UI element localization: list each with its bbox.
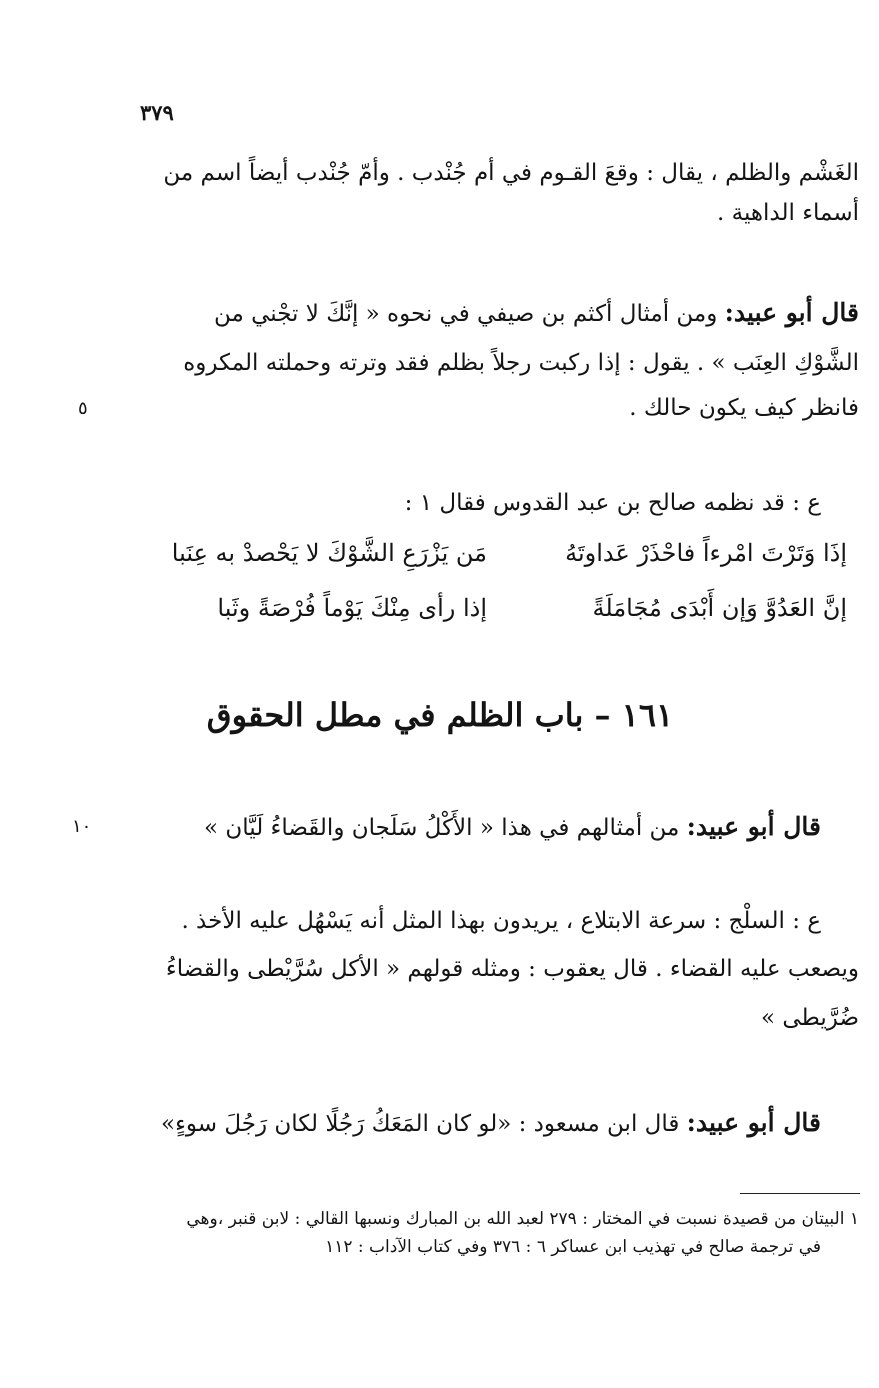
text-line: أسماء الداهية . <box>717 200 859 226</box>
speaker-label: قال أبو عبيد: <box>724 298 859 327</box>
text-line-with-label <box>121 804 821 851</box>
speaker-label: قال أبو عبيد: <box>686 1108 821 1137</box>
speaker-label: قال أبو عبيد: <box>686 812 821 841</box>
section-heading: ١٦١ – باب الظلم في مطل الحقوق <box>206 696 674 734</box>
text-line-with-label <box>121 1100 821 1147</box>
verse-first-hemistich: إنَّ العَدُوَّ وَإن أَبْدَى مُجَامَلَةً <box>592 594 847 622</box>
footnote-line: في ترجمة صالح في تهذيب ابن عساكر ٦ : ٣٧٦ وفي كتاب الآداب : ١١٢ <box>325 1237 821 1257</box>
verse-first-hemistich: إذَا وَتَرْتَ امْرءاً فاحْذَرْ عَداوتَهُ <box>565 539 847 567</box>
footnote-line: ١ البيتان من قصيدة نسبت في المختار : ٢٧٩ لعبد الله بن المبارك ونسبها القالي : لابن قنبر ،وهي <box>186 1209 859 1229</box>
text-line: ضُرَّيطى » <box>760 1005 859 1031</box>
line-number: ١٠ <box>72 816 92 837</box>
text-span: قال ابن مسعود : «لو كان المَعَكُ رَجُلًا لكان رَجُلَ سوءٍ» <box>161 1111 680 1137</box>
text-line: الغَشْم والظلم ، يقال : وقعَ القـوم في أم جُنْدب . وأمّ جُنْدب أيضاً اسم من <box>163 160 859 186</box>
text-line: ع : قد نظمه صالح بن عبد القدوس فقال ١ : <box>404 490 821 516</box>
footnote-rule <box>740 1193 860 1194</box>
verse-second-hemistich: مَن يَزْرَعِ الشَّوْكَ لا يَحْصدْ به عِنَبا <box>171 539 487 567</box>
page-number: ٣٧٩ <box>140 100 174 125</box>
text-line: فانظر كيف يكون حالك . <box>629 395 859 421</box>
text-line: ع : السلْج : سرعة الابتلاع ، يريدون بهذا المثل أنه يَسْهُل عليه الأخذ . <box>181 908 821 934</box>
verse-second-hemistich: إذا رأى مِنْكَ يَوْماً فُرْصَةً وثَبا <box>217 594 487 622</box>
text-line: الشَّوْكِ العِنَب » . يقول : إذا ركبت رجلاً بظلم فقد وترته وحملته المكروه <box>183 350 859 376</box>
text-line: ويصعب عليه القضاء . قال يعقوب : ومثله قولهم « الأكل سُرَّيْطى والقضاءُ <box>165 956 859 982</box>
text-span: ومن أمثال أكثم بن صيفي في نحوه « إنَّكَ لا تجْني من <box>213 301 718 327</box>
text-span: من أمثالهم في هذا « الأَكْلُ سَلَجان والقَضاءُ لَيَّان » <box>203 815 680 841</box>
text-line-with-label <box>139 290 859 337</box>
line-number: ٥ <box>78 398 88 419</box>
